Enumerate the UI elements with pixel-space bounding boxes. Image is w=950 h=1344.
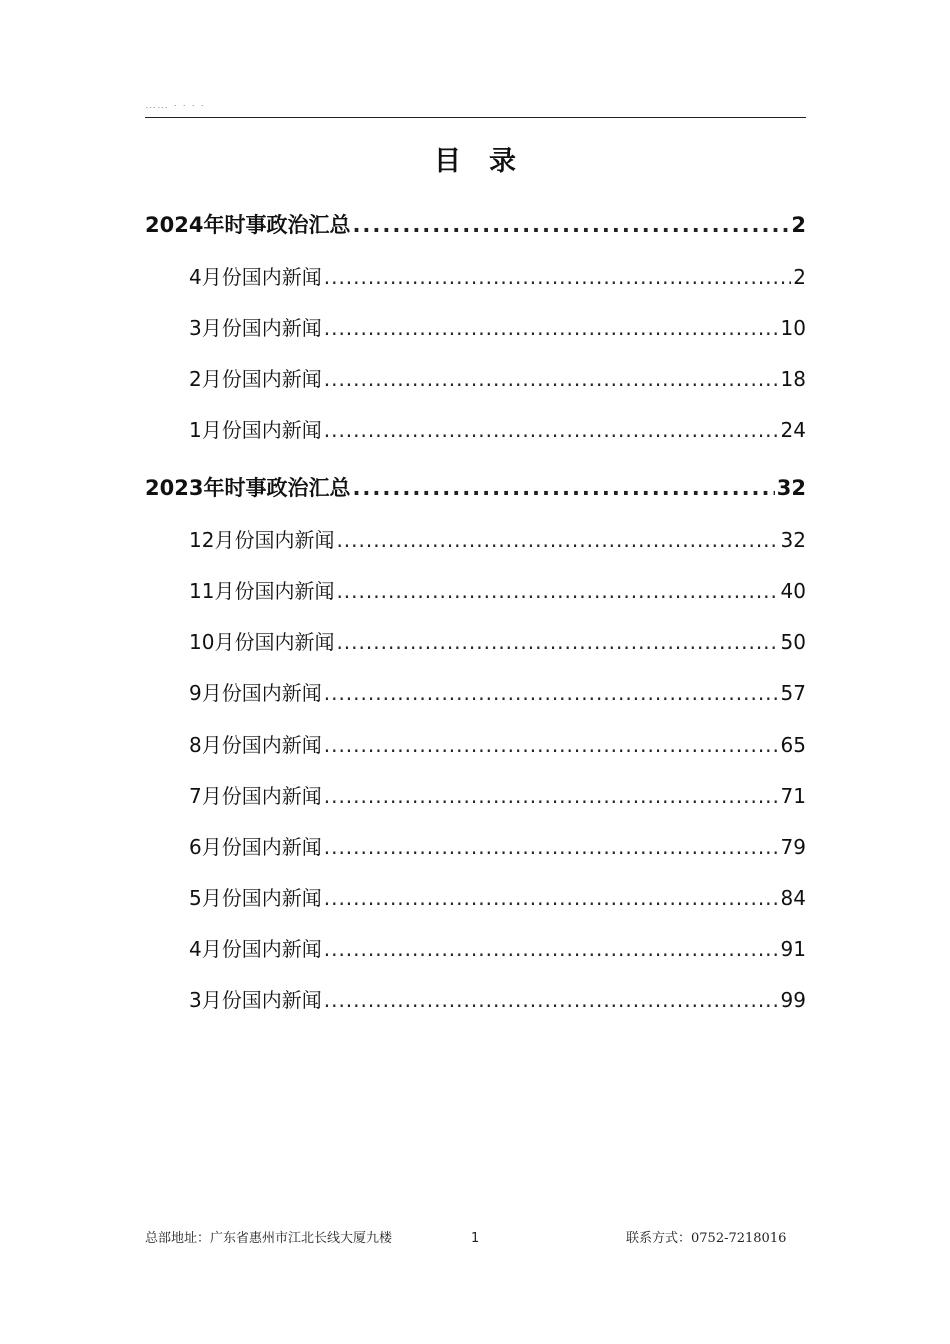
toc-entry-label: 5月份国内新闻 — [189, 886, 322, 910]
toc-entry-page: 10 — [780, 316, 806, 340]
toc-dot-leader — [324, 934, 779, 964]
toc-dot-leader — [352, 210, 789, 240]
toc-dot-leader — [336, 576, 778, 606]
toc-entry-label: 12月份国内新闻 — [189, 528, 335, 552]
toc-entry-label: 3月份国内新闻 — [189, 988, 322, 1012]
toc-entry-label: 8月份国内新闻 — [189, 733, 322, 757]
toc-dot-leader — [324, 883, 779, 913]
toc-entry-label: 4月份国内新闻 — [189, 265, 322, 289]
toc-entry-page: 99 — [780, 988, 806, 1012]
footer-contact: 联系方式：0752-7218016 — [626, 1231, 787, 1246]
toc-dot-leader — [324, 364, 779, 394]
toc-entry-2023-august[interactable] — [189, 730, 806, 760]
toc-entry-2023-march[interactable] — [189, 985, 806, 1015]
toc-entry-2023-september[interactable] — [189, 678, 806, 708]
toc-entry-2023-summary[interactable] — [145, 473, 806, 503]
toc-entry-page: 2 — [793, 265, 806, 289]
toc-dot-leader — [324, 832, 779, 862]
toc-entry-page: 65 — [780, 733, 806, 757]
toc-entry-2023-june[interactable] — [189, 832, 806, 862]
footer-page-number: 1 — [471, 1231, 480, 1246]
toc-dot-leader — [336, 627, 778, 657]
toc-entry-2023-november[interactable] — [189, 576, 806, 606]
toc-entry-label: 10月份国内新闻 — [189, 630, 335, 654]
toc-entry-2024-summary[interactable] — [145, 210, 806, 240]
toc-entry-page: 40 — [780, 579, 806, 603]
toc-dot-leader — [324, 415, 779, 445]
toc-dot-leader — [352, 473, 774, 503]
toc-entry-label: 1月份国内新闻 — [189, 418, 322, 442]
toc-entry-page: 32 — [780, 528, 806, 552]
toc-entry-label: 9月份国内新闻 — [189, 681, 322, 705]
toc-entry-page: 71 — [780, 784, 806, 808]
toc-entry-page: 84 — [780, 886, 806, 910]
toc-entry-2023-april[interactable] — [189, 934, 806, 964]
toc-dot-leader — [336, 525, 778, 555]
toc-entry-page: 50 — [780, 630, 806, 654]
toc-entry-label: 4月份国内新闻 — [189, 937, 322, 961]
footer-address: 总部地址：广东省惠州市江北长线大厦九楼 — [145, 1231, 393, 1246]
toc-entry-page: 24 — [780, 418, 806, 442]
toc-dot-leader — [324, 678, 779, 708]
toc-dot-leader — [324, 730, 779, 760]
running-header: …… · · · · — [145, 102, 205, 110]
toc-entry-label: 7月份国内新闻 — [189, 784, 322, 808]
toc-entry-page: 32 — [776, 476, 806, 500]
toc-entry-2024-march[interactable] — [189, 313, 806, 343]
toc-dot-leader — [324, 985, 779, 1015]
toc-entry-label: 2024年时事政治汇总 — [145, 213, 351, 237]
toc-entry-2023-december[interactable] — [189, 525, 806, 555]
toc-entry-2023-may[interactable] — [189, 883, 806, 913]
toc-entry-label: 11月份国内新闻 — [189, 579, 335, 603]
toc-entry-2023-october[interactable] — [189, 627, 806, 657]
toc-entry-page: 91 — [780, 937, 806, 961]
toc-dot-leader — [324, 262, 792, 292]
toc-title: 目录 — [434, 146, 544, 177]
toc-entry-page: 57 — [780, 681, 806, 705]
toc-entry-page: 18 — [780, 367, 806, 391]
toc-entry-label: 2023年时事政治汇总 — [145, 476, 351, 500]
toc-entry-label: 3月份国内新闻 — [189, 316, 322, 340]
toc-entry-page: 79 — [780, 835, 806, 859]
toc-entry-label: 6月份国内新闻 — [189, 835, 322, 859]
toc-entry-2024-january[interactable] — [189, 415, 806, 445]
toc-dot-leader — [324, 781, 779, 811]
toc-entry-2024-april[interactable] — [189, 262, 806, 292]
toc-dot-leader — [324, 313, 779, 343]
toc-entry-2023-july[interactable] — [189, 781, 806, 811]
toc-entry-page: 2 — [791, 213, 806, 237]
toc-entry-2024-february[interactable] — [189, 364, 806, 394]
toc-entry-label: 2月份国内新闻 — [189, 367, 322, 391]
